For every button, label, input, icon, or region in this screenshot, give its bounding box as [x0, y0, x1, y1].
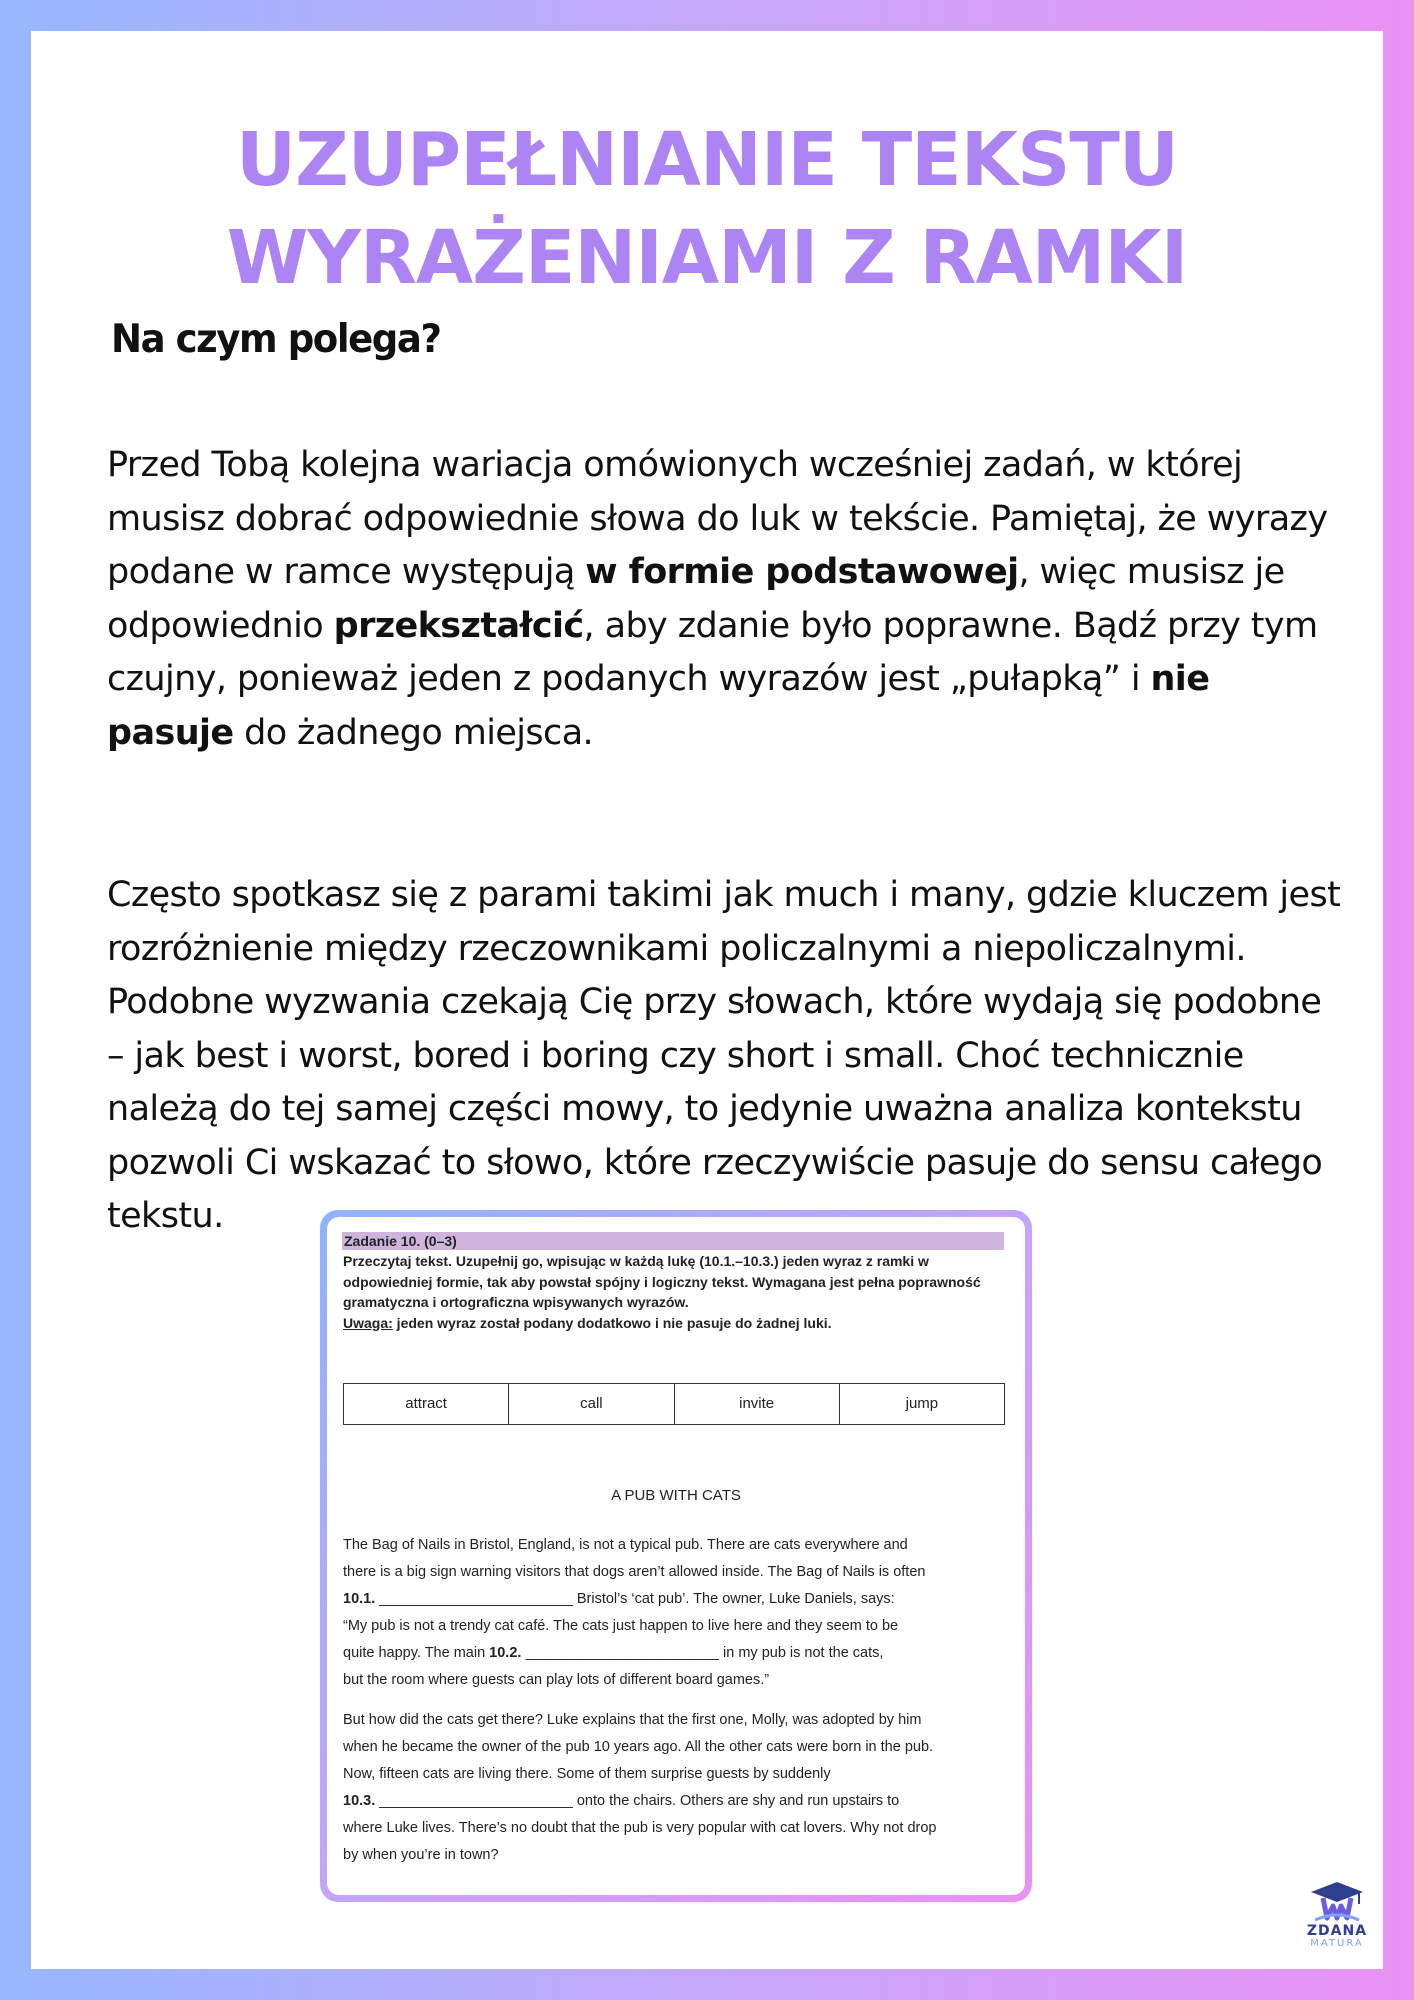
- gap-number: 10.2.: [489, 1645, 522, 1661]
- text-line: there is a big sign warning visitors that dogs aren’t allowed inside. The Bag of Nails is often: [343, 1564, 926, 1580]
- exercise-text-paragraph-2: [343, 1707, 1023, 1869]
- exercise-text-paragraph-1: [343, 1532, 1023, 1694]
- exercise-note-text: jeden wyraz został podany dodatkowo i nie pasuje do żadnej luki.: [392, 1314, 832, 1331]
- paragraph-examples: Często spotkasz się z parami takimi jak much i many, gdzie kluczem jest rozróżnienie między rzeczownikami policzalnymi a niepoliczalnymi. Podobne wyzwania czekają Cię przy słowach, które wydają się podobne – jak best i worst, bored i boring czy short i small. Choć technicznie należą do tej samej części mowy, to jedynie uważna analiza kontekstu pozwoli Ci wskazać to słowo, które rzeczywiście pasuje do sensu całego tekstu.: [107, 875, 1341, 1236]
- text-line-gap-10-1[interactable]: 10.1. ________________________ Bristol’s ‘cat pub’. The owner, Luke Daniels, says:: [343, 1591, 895, 1607]
- exercise-note-label: Uwaga:: [343, 1314, 393, 1331]
- text-line: where Luke lives. There’s no doubt that the pub is very popular with cat lovers. Why not drop: [343, 1820, 937, 1836]
- exercise-note: [343, 1313, 1011, 1334]
- word-box: [343, 1383, 1005, 1425]
- paragraph-intro-text-4: do żadnego miejsca.: [233, 712, 594, 753]
- title-line-2: WYRAŻENIAMI Z RAMKI: [226, 215, 1188, 301]
- emphasis-transform: przekształcić: [333, 605, 584, 646]
- exercise-text-title: A PUB WITH CATS: [611, 1487, 741, 1504]
- emphasis-does-not-fit: nie pasuje: [107, 659, 1210, 753]
- text-line: when he became the owner of the pub 10 years ago. All the other cats were born in the pub.: [343, 1739, 934, 1755]
- text-line: but the room where guests can play lots of different board games.”: [343, 1672, 770, 1688]
- page-title: [31, 111, 1383, 307]
- logo-wordmark: ZDANA: [1306, 1923, 1368, 1939]
- gap-number: 10.1.: [343, 1591, 376, 1607]
- text-line-gap-10-2[interactable]: quite happy. The main 10.2. ________________________ in my pub is not the cats,: [343, 1645, 884, 1661]
- paragraph-intro-text-3: , aby zdanie było poprawne. Bądź przy tym czujny, ponieważ jeden z podanych wyrazów jest „pułapką” i: [107, 605, 1318, 699]
- text-line: The Bag of Nails in Bristol, England, is not a typical pub. There are cats everywhere and: [343, 1537, 908, 1553]
- paragraph-intro: [107, 439, 1347, 760]
- word-box-cell: call: [509, 1384, 674, 1424]
- exercise-instruction: [343, 1251, 1011, 1333]
- exercise-excerpt: [327, 1217, 1025, 1895]
- exercise-excerpt-frame: [320, 1210, 1032, 1902]
- text-line: by when you’re in town?: [343, 1847, 499, 1863]
- title-line-1: UZUPEŁNIANIE TEKSTU: [236, 117, 1178, 203]
- text-line: “My pub is not a trendy cat café. The cats just happen to live here and they seem to be: [343, 1618, 899, 1634]
- text-line-gap-10-3[interactable]: 10.3. ________________________ onto the chairs. Others are shy and run upstairs to: [343, 1793, 900, 1809]
- word-box-cell: jump: [905, 1395, 939, 1412]
- word-box-cell: attract: [344, 1384, 509, 1424]
- emphasis-basic-form: w formie podstawowej: [585, 552, 1019, 592]
- zdana-matura-logo: [1300, 1880, 1374, 1960]
- graduation-cap-book-icon: [1309, 1880, 1365, 1924]
- logo-subtitle: MATURA: [1310, 1938, 1364, 1949]
- paragraph-intro-text-1: Przed Tobą kolejna wariacja omówionych wcześniej zadań, w której musisz dobrać odpowiednie słowa do luk w tekście. Pamiętaj, że wyrazy podane w ramce występują: [107, 445, 1328, 592]
- gap-number: 10.3.: [343, 1793, 376, 1809]
- text-line: But how did the cats get there? Luke explains that the first one, Molly, was adopted by him: [343, 1712, 922, 1728]
- text-line: Now, fifteen cats are living there. Some of them surprise guests by suddenly: [343, 1766, 831, 1782]
- exercise-header: Zadanie 10. (0–3): [342, 1232, 1004, 1250]
- exercise-instruction-text: Przeczytaj tekst. Uzupełnij go, wpisując w każdą lukę (10.1.–10.3.) jeden wyraz z ramki w odpowiedniej formie, tak aby powstał spójny i logiczny tekst. Wymagana jest pełna poprawność gramatyczna i ortograficzna wpisywanych wyrazów.: [343, 1253, 981, 1310]
- paragraph-intro-text-2: , więc musisz je odpowiednio: [107, 552, 1285, 646]
- word-box-cell: invite: [675, 1384, 840, 1424]
- section-heading: Na czym polega?: [111, 317, 441, 362]
